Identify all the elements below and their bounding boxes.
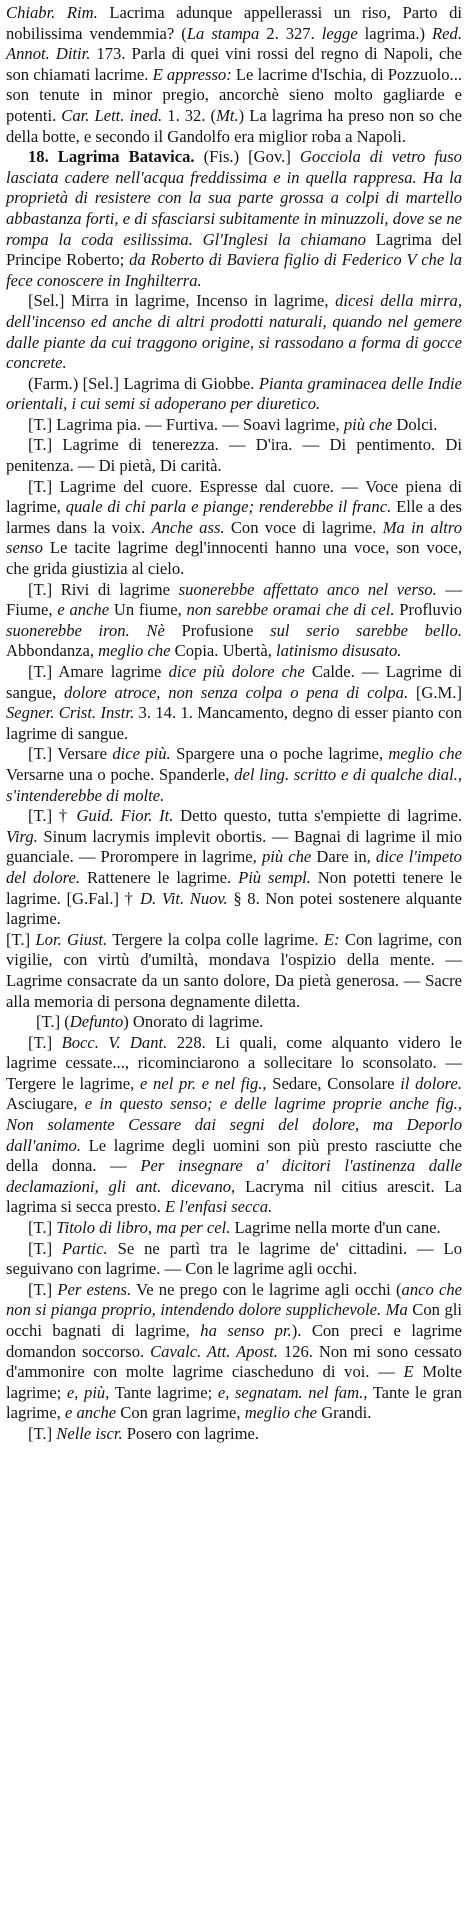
italic-text: non sarebbe oramai che di cel. <box>186 600 395 620</box>
text-segment: [T.] <box>28 1218 57 1238</box>
dictionary-paragraph <box>6 806 462 930</box>
italic-text: e anche <box>64 1403 117 1423</box>
text-segment: 228. Li quali, come alquanto videro le lagrime cessate..., ricominciarono a sollecitare lo sconsolato. — Tergere le lagrime, <box>6 1032 462 1093</box>
text-segment: [T.] Versare <box>28 744 113 764</box>
italic-text: Segner. Crist. Instr. <box>6 703 135 723</box>
italic-text: Guid. Fior. It. <box>76 806 174 826</box>
dictionary-paragraph <box>6 1424 462 1445</box>
text-segment: Spargere una o poche lagrime, <box>170 744 389 764</box>
italic-text: Anche ass. <box>151 517 225 537</box>
text-segment: Con voce di lagrime. <box>224 517 383 537</box>
italic-text: più che <box>343 414 393 434</box>
italic-text: E: <box>323 929 340 949</box>
text-segment: [T.] <box>28 1238 63 1258</box>
italic-text: più che <box>261 847 312 867</box>
text-segment: Un fiume, <box>109 600 187 620</box>
text-segment: Molte lagrime; <box>6 1362 462 1402</box>
text-segment: Profluvio <box>394 600 463 620</box>
italic-text: e anche <box>57 600 110 620</box>
dictionary-paragraph <box>6 147 462 291</box>
italic-text: D. Vit. Nuov. <box>140 888 228 908</box>
text-segment: 2. 327. <box>259 23 322 43</box>
dictionary-paragraph <box>6 3 462 147</box>
italic-text: Per insegnare a' dicitori l'astinenza dalle declamazioni, gli ant. dicevano, <box>6 1156 462 1196</box>
text-segment: [T.] <box>28 1032 62 1052</box>
text-segment: [T.] Rivi di lagrime <box>28 579 179 599</box>
text-segment: Copia. Ubertà, <box>170 641 277 661</box>
dictionary-paragraph <box>6 415 462 436</box>
italic-text: Ma in altro senso <box>6 517 462 558</box>
text-segment: 1. 32. ( <box>162 105 217 125</box>
italic-text: dicesi della mirra, dell'incenso ed anche di altri prodotti naturali, quando nel gemere dalle piante da cui traggono origine, si rassodano a forma di gocce concrete. <box>6 291 462 373</box>
text-segment: ). Con preci e lagrime domandon soccorso. <box>6 1321 463 1361</box>
text-segment: 126. Non mi sono cessato d'ammonire con molte lagrime ciascheduno di voi. — <box>6 1341 462 1382</box>
text-segment: Calde. — Lagrime di sangue, <box>6 662 462 702</box>
italic-text: anco che non si pianga proprio, intendendo dolore supplichevole. Ma <box>6 1279 463 1320</box>
dictionary-paragraph <box>6 477 462 580</box>
italic-text: Defunto <box>69 1012 124 1032</box>
text-segment: Tante lagrime; <box>109 1382 218 1402</box>
text-segment: Asciugare, <box>6 1094 85 1114</box>
italic-text: Chiabr. Rim. <box>6 3 98 22</box>
dictionary-paragraph <box>6 1280 462 1424</box>
text-segment: Detto questo, tutta s'empiette di lagrime. <box>173 806 462 826</box>
text-segment: Tante le gran lagrime, <box>6 1382 462 1423</box>
italic-text: suonerebbe affettato anco nel verso. <box>178 579 437 599</box>
text-segment: Le lagrime degli uomini son più presto rasciutte che della donna. — <box>6 1135 462 1176</box>
text-segment: Grandi. <box>317 1403 372 1423</box>
text-segment: Posero con lagrime. <box>122 1423 260 1443</box>
text-segment: Dare in, <box>311 847 376 867</box>
text-segment: — Fiume, <box>6 579 462 620</box>
dictionary-paragraph <box>6 744 462 806</box>
italic-text: Più sempl. <box>238 867 311 887</box>
italic-text: Mt. <box>216 105 239 125</box>
text-segment: [T.] Lagrime del cuore. Espresse dal cuore. — Voce piena di lagrime, <box>6 476 462 517</box>
text-segment: [Sel.] Mirra in lagrime, Incenso in lagrime, <box>28 291 336 311</box>
text-segment: ) Onorato di lagrime. <box>123 1012 264 1032</box>
italic-text: da Roberto di Baviera figlio di Federico V che la fece conoscere in Inghilterra. <box>6 250 462 290</box>
italic-text: ha senso pr. <box>200 1321 292 1340</box>
italic-text: e, più, <box>66 1382 110 1402</box>
text-segment: [T.] Lagrima pia. — Furtiva. — Soavi lagrime, <box>28 414 344 434</box>
italic-text: meglio che <box>388 744 462 764</box>
italic-text: sul serio sarebbe bello. <box>270 620 462 640</box>
italic-text: Pianta graminacea delle Indie orientali, i cui semi si adoperano per diuretico. <box>6 373 462 414</box>
dictionary-paragraph <box>6 930 462 1012</box>
text-segment: [T.] <box>28 1423 57 1443</box>
text-segment: Non potetti tenere le lagrime. [G.Fal.] † <box>6 867 463 908</box>
italic-text: Gocciola di vetro fuso lasciata cadere nell'acqua freddissima e in quella rappresa. Ha la proprietà di resistere con la sua parte grossa a colpi di martello abbastanza forti, e di sfasciarsi subitamente in minuzzoli, dove se ne rompa la coda esilissima. Gl'Inglesi la chiamano <box>6 147 462 249</box>
text-segment: Tergere la colpa colle lagrime. <box>107 929 324 949</box>
text-segment: Lagrima del Principe Roberto; <box>6 229 462 270</box>
text-segment: Rattenere le lagrime. <box>80 867 239 887</box>
italic-text: dice più. <box>112 744 171 764</box>
text-segment: Le lacrime d'Ischia, di Pozzuolo... son tenute in minor pregio, ancorchè sieno molto gagliarde e potenti. <box>6 64 462 125</box>
italic-text: del ling. scritto e di qualche dial., s'intenderebbe di molte. <box>6 764 463 805</box>
italic-text: latinismo disusato. <box>276 641 402 661</box>
text-segment: Lacryma nil citius arescit. La lagrima si secca presto. <box>6 1176 462 1217</box>
italic-text: E l'enfasi secca. <box>164 1197 273 1217</box>
italic-text: Car. Lett. ined. <box>61 105 163 125</box>
italic-text: Lor. Giust. <box>35 929 108 949</box>
italic-text: Partic. <box>62 1238 108 1258</box>
italic-text: E <box>403 1362 414 1382</box>
italic-text: il dolore. <box>400 1073 462 1093</box>
italic-text: Per estens. <box>57 1279 132 1299</box>
dictionary-paragraph <box>6 435 462 476</box>
text-segment: Lagrime nella morte d'un cane. <box>230 1218 441 1238</box>
text-segment: Se ne partì tra le lagrime de' cittadini. — Lo seguivano con lagrime. — Con le lagrime agli occhi. <box>6 1238 462 1279</box>
dictionary-paragraph <box>6 580 462 662</box>
italic-text: Red. Annot. Ditir. <box>6 23 462 64</box>
italic-text: Titolo di libro, ma per cel. <box>56 1218 231 1238</box>
italic-text: Nelle iscr. <box>56 1423 123 1443</box>
dictionary-paragraph <box>6 1012 462 1033</box>
italic-text: Bocc. V. Dant. <box>61 1032 168 1052</box>
text-segment: Con gli occhi bagnati di lagrime, <box>6 1300 462 1340</box>
italic-text: meglio che <box>98 641 171 661</box>
text-segment: ) La lagrima ha preso non so che della botte, e secondo il Gandolfo era miglior roba a Napoli. <box>6 105 462 146</box>
dictionary-paragraph <box>6 291 462 373</box>
dictionary-paragraph <box>6 1033 462 1218</box>
dictionary-paragraph <box>6 374 462 415</box>
text-segment: [G.M.] <box>408 682 462 702</box>
text-segment: Con lagrime, con vigilie, con virtù d'umiltà, mondava l'ospizio della mente. — Lagrime consacrate da un santo dolore, Da pietà generosa. — Sacre alla memoria di persona degnamente diletta. <box>6 929 462 1011</box>
italic-text: quale di chi parla e piange; renderebbe il franc. <box>65 497 392 517</box>
bold-headword: 18. Lagrima Batavica. <box>28 147 195 167</box>
italic-text: Virg. <box>6 826 38 846</box>
text-segment: lagrima.) <box>357 23 433 43</box>
italic-text: dice l'impeto del dolore. <box>6 847 462 887</box>
text-segment: Sedare, Consolare <box>266 1073 401 1093</box>
text-segment: § 8. Non potei sostenere alquante lagrime. <box>6 888 463 929</box>
text-segment: (Farm.) [Sel.] Lagrima di Giobbe. <box>28 373 259 393</box>
italic-text: La stampa <box>186 23 260 43</box>
text-segment: Con gran lagrime, <box>116 1403 245 1423</box>
text-segment: Dolci. <box>392 414 438 434</box>
text-segment: (Fis.) [Gov.] <box>194 147 300 167</box>
text-segment: [T.] Lagrime di tenerezza. — D'ira. — Di pentimento. Di penitenza. — Di pietà, Di carità. <box>6 435 462 476</box>
text-segment: [T.] <box>28 1279 58 1299</box>
text-segment: Elle a des larmes dans la voix. <box>6 497 462 537</box>
italic-text: suonerebbe iron. Nè <box>6 620 165 640</box>
text-segment: 173. Parla di quei vini rossi del regno di Napoli, che son chiamati lacrime. <box>6 44 462 84</box>
italic-text: e nel pr. e nel fig., <box>139 1073 267 1093</box>
text-segment: 3. 14. 1. Mancamento, degno di esser pianto con lagrime di sangue. <box>6 703 462 743</box>
dictionary-paragraph <box>6 1218 462 1239</box>
italic-text: dolore atroce, non senza colpa o pena di colpa. <box>64 682 409 702</box>
italic-text: E appresso: <box>152 64 232 84</box>
text-segment: Abbondanza, <box>6 641 99 661</box>
dictionary-paragraph <box>6 1239 462 1280</box>
text-segment: [T.] <box>6 929 36 949</box>
italic-text: e, segnatam. nel fam., <box>217 1382 368 1402</box>
text-segment: Le tacite lagrime degl'innocenti hanno una voce, son voce, che grida giustizia al cielo. <box>6 538 462 579</box>
italic-text: e in questo senso; e delle lagrime proprie anche fig., Non solamente Cessare dai segni del dolore, ma Deporlo dall'animo. <box>6 1094 462 1155</box>
text-segment: Profusione <box>164 620 271 640</box>
text-segment: [T.] † <box>28 806 77 826</box>
text-segment: Lacrima adunque appellerassi un riso, Parto di nobilissima vendemmia? ( <box>6 3 462 43</box>
italic-text: legge <box>321 23 358 43</box>
text-segment: Ve ne prego con le lagrime agli occhi ( <box>131 1279 402 1299</box>
text-segment: [T.] Amare lagrime <box>28 662 169 681</box>
italic-text: meglio che <box>244 1403 318 1423</box>
italic-text: Cavalc. Att. Apost. <box>150 1341 278 1361</box>
text-segment: Versarne una o poche. Spanderle, <box>6 764 235 784</box>
text-segment: Sinum lacrymis implevit obortis. — Bagnai di lagrime il mio guanciale. — Prorompere in lagrime, <box>6 826 462 867</box>
text-segment: [T.] ( <box>36 1012 70 1032</box>
dictionary-paragraph <box>6 662 462 744</box>
italic-text: dice più dolore che <box>168 662 305 681</box>
